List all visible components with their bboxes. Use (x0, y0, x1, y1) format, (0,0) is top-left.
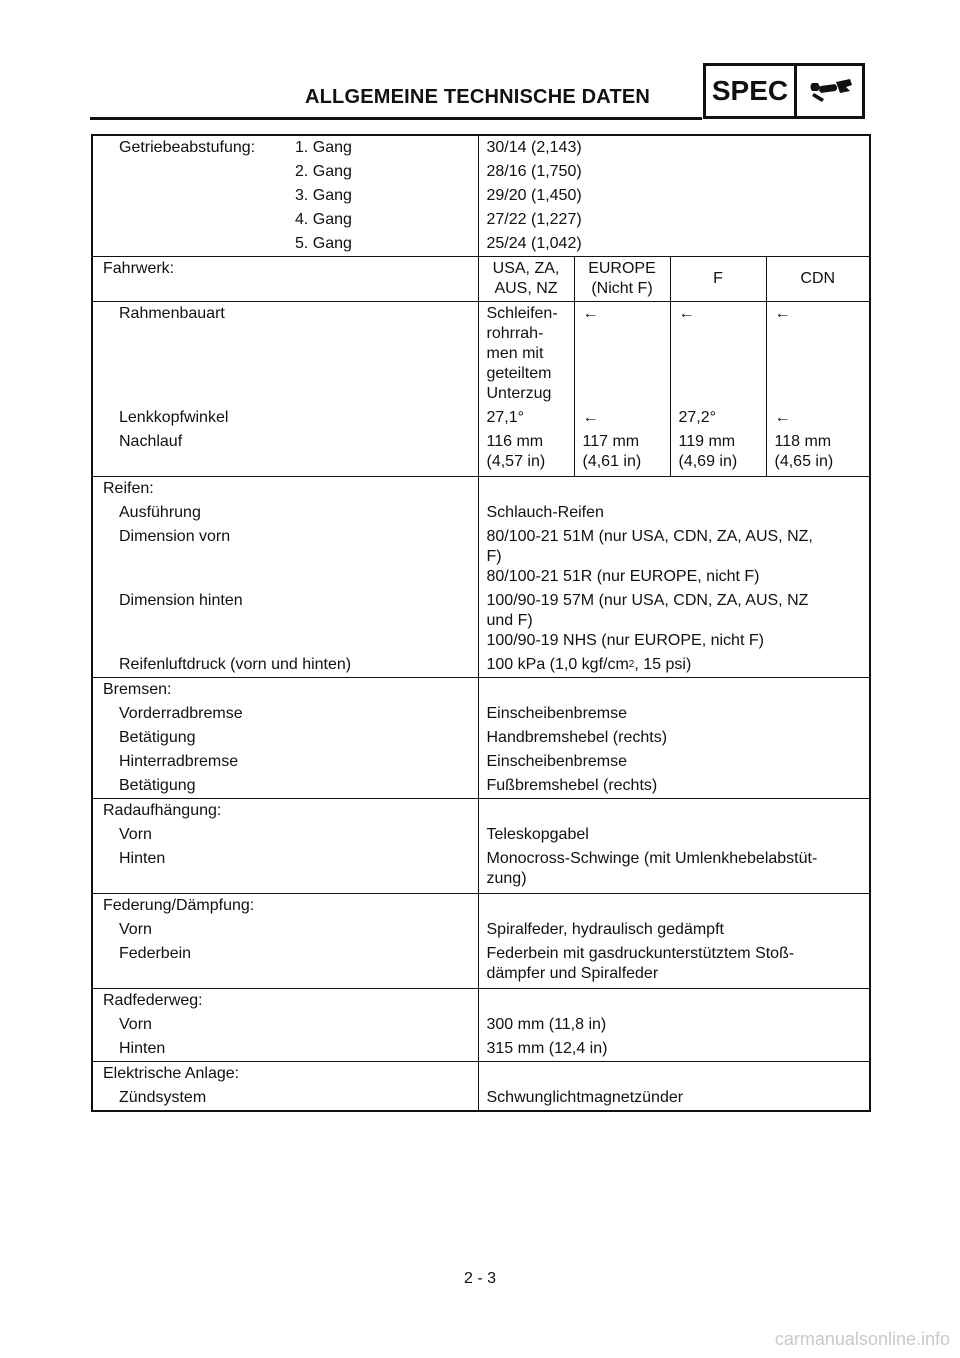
suspension-value: Teleskopgabel (486, 826, 589, 843)
brake-value: Einscheibenbremse (486, 705, 628, 722)
tire-pressure-row (92, 653, 870, 678)
caster-value: ← (574, 406, 670, 430)
trail-value: 117 mm (4,61 in) (574, 430, 670, 477)
tire-front-line: 80/100-21 51M (nur USA, CDN, ZA, AUS, NZ, (486, 528, 813, 545)
damping-label: Federbein (119, 945, 192, 962)
damping-section-label: Federung/Dämpfung: (103, 897, 255, 914)
brake-label: Vorderradbremse (119, 705, 243, 722)
caster-value: 27,2° (670, 406, 766, 430)
brake-label: Betätigung (119, 729, 196, 746)
tire-rear-line: 100/90-19 57M (nur USA, CDN, ZA, AUS, NZ (486, 592, 809, 609)
electrical-header-row (92, 1062, 870, 1087)
brakes-section-label: Bremsen: (103, 681, 172, 698)
gear-value: 29/20 (1,450) (486, 187, 582, 204)
region-col-cdn: CDN (766, 257, 870, 302)
brake-row (92, 702, 870, 726)
gear-value: 25/24 (1,042) (486, 235, 582, 252)
brake-row (92, 750, 870, 774)
suspension-label: Hinten (119, 850, 166, 867)
trail-label: Nachlauf (119, 433, 183, 450)
frame-row (92, 302, 870, 407)
damping-value: Spiralfeder, hydraulisch gedämpft (486, 921, 724, 938)
travel-label: Vorn (119, 1016, 152, 1033)
suspension-header-row (92, 799, 870, 824)
title-rule (90, 117, 702, 120)
tires-section-label: Reifen: (103, 480, 154, 497)
tire-rear-row (92, 589, 870, 653)
page-number: 2 - 3 (463, 1270, 496, 1287)
brake-label: Betätigung (119, 777, 196, 794)
damping-header-row (92, 894, 870, 919)
region-col-f: F (670, 257, 766, 302)
gear-section-label: Getriebeabstufung: (119, 139, 256, 156)
brake-value: Handbremshebel (rechts) (486, 729, 668, 746)
caster-value: 27,1° (478, 406, 574, 430)
brake-value: Einscheibenbremse (486, 753, 628, 770)
tire-pressure-value: 100 kPa (1,0 kgf/cm 2 , 15 psi) (486, 656, 692, 673)
tire-front-label: Dimension vorn (119, 528, 231, 545)
brakes-header-row (92, 678, 870, 703)
gear-row (92, 208, 870, 232)
watermark: carmanualsonline.info (774, 1329, 950, 1349)
electrical-row (92, 1086, 870, 1111)
brake-row (92, 726, 870, 750)
frame-value: ← (670, 302, 766, 407)
tire-type-label: Ausführung (119, 504, 201, 521)
travel-header-row (92, 989, 870, 1014)
brake-value: Fußbremshebel (rechts) (486, 777, 658, 794)
trail-value: 118 mm (4,65 in) (766, 430, 870, 477)
trail-row (92, 430, 870, 477)
gear-label: 4. Gang (295, 211, 352, 228)
chassis-header-row (92, 257, 870, 302)
suspension-row (92, 847, 870, 894)
tires-header-row (92, 477, 870, 502)
wrench-icon (797, 66, 862, 116)
damping-label: Vorn (119, 921, 152, 938)
tire-front-line: 80/100-21 51R (nur EUROPE, nicht F) (486, 568, 760, 585)
suspension-value-line: Monocross-Schwinge (mit Umlenkhebelabstüt- (486, 850, 818, 867)
frame-label: Rahmenbauart (92, 302, 478, 407)
spec-badge (703, 63, 865, 119)
travel-row (92, 1013, 870, 1037)
gear-label: 2. Gang (295, 163, 352, 180)
electrical-label: Zündsystem (119, 1089, 207, 1106)
chassis-section-label: Fahrwerk: (92, 257, 478, 302)
tire-rear-line: und F) (486, 612, 533, 629)
region-col-usa: USA, ZA, AUS, NZ (478, 257, 574, 302)
suspension-value-line: zung) (486, 870, 527, 887)
gear-label: 1. Gang (295, 139, 352, 156)
electrical-value: Schwunglichtmagnetzünder (486, 1089, 684, 1106)
suspension-label: Vorn (119, 826, 152, 843)
damping-value-line: Federbein mit gasdruckunterstütztem Stoß- (486, 945, 795, 962)
tire-type-row (92, 501, 870, 525)
tire-front-row (92, 525, 870, 589)
gear-label: 5. Gang (295, 235, 352, 252)
gear-value: 27/22 (1,227) (486, 211, 582, 228)
trail-value: 119 mm (4,69 in) (670, 430, 766, 477)
trail-value: 116 mm (4,57 in) (478, 430, 574, 477)
travel-value: 300 mm (11,8 in) (486, 1016, 607, 1033)
tire-rear-label: Dimension hinten (119, 592, 243, 609)
gear-row (92, 160, 870, 184)
page-title: ALLGEMEINE TECHNISCHE DATEN (305, 86, 651, 108)
brake-label: Hinterradbremse (119, 753, 239, 770)
gear-value: 28/16 (1,750) (486, 163, 582, 180)
spec-label: SPEC (706, 66, 797, 116)
gear-row (92, 135, 870, 160)
caster-value: ← (766, 406, 870, 430)
suspension-section-label: Radaufhängung: (103, 802, 222, 819)
damping-value-line: dämpfer und Spiralfeder (486, 965, 659, 982)
travel-section-label: Radfederweg: (103, 992, 203, 1009)
frame-value: Schleifen- rohrrah- men mit geteiltem Unterzug (478, 302, 574, 407)
caster-label: Lenkkopfwinkel (119, 409, 229, 426)
tire-front-line: F) (486, 548, 502, 565)
gear-row (92, 232, 870, 257)
caster-row (92, 406, 870, 430)
travel-row (92, 1037, 870, 1062)
tire-rear-line: 100/90-19 NHS (nur EUROPE, nicht F) (486, 632, 764, 649)
travel-label: Hinten (119, 1040, 166, 1057)
spec-table (91, 134, 871, 1112)
region-col-europe: EUROPE (Nicht F) (574, 257, 670, 302)
damping-row (92, 918, 870, 942)
frame-value: ← (574, 302, 670, 407)
electrical-section-label: Elektrische Anlage: (103, 1065, 240, 1082)
frame-value: ← (766, 302, 870, 407)
suspension-row (92, 823, 870, 847)
tire-pressure-label: Reifenluftdruck (vorn und hinten) (119, 656, 352, 673)
gear-label: 3. Gang (295, 187, 352, 204)
brake-row (92, 774, 870, 799)
tire-type-value: Schlauch-Reifen (486, 504, 604, 521)
gear-row (92, 184, 870, 208)
damping-row (92, 942, 870, 989)
gear-value: 30/14 (2,143) (486, 139, 582, 156)
travel-value: 315 mm (12,4 in) (486, 1040, 608, 1057)
